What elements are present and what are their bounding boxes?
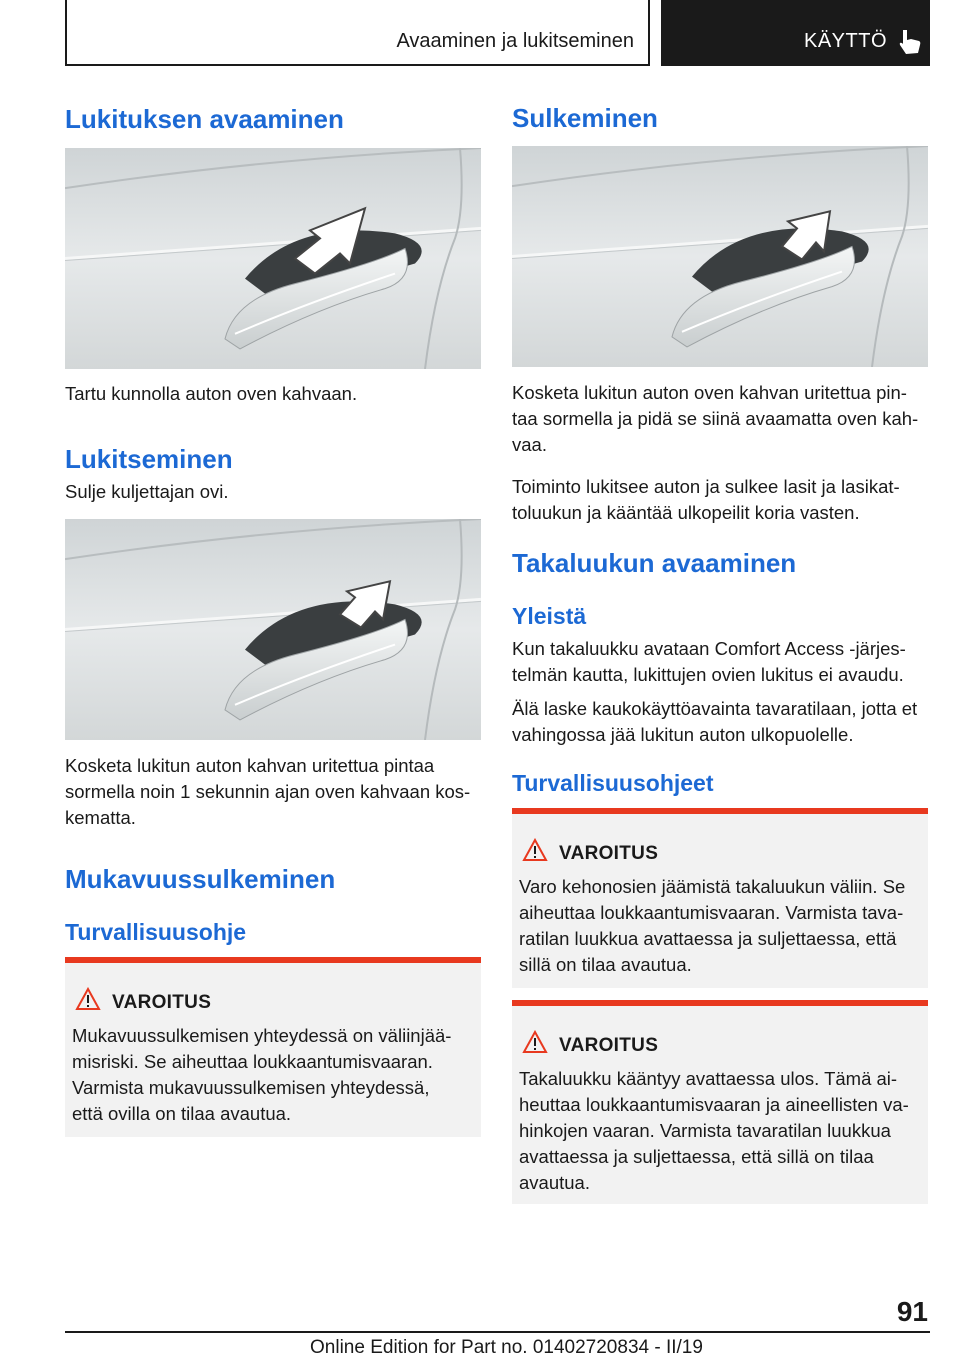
paragraph-close-door: Sulje kuljettajan ovi. <box>65 481 229 502</box>
warning-text <box>72 1023 451 1127</box>
text-line: Takaluukku kääntyy avattaessa ulos. Tämä ai- <box>519 1068 898 1089</box>
chapter-tab <box>661 0 930 66</box>
warning-text <box>519 1066 909 1196</box>
footer-divider <box>65 1331 930 1333</box>
heading-unlock: Lukituksen avaaminen <box>65 104 344 134</box>
warning-box-comfort <box>65 957 481 1137</box>
page-header <box>65 0 930 66</box>
paragraph-general <box>512 636 906 688</box>
pointing-hand-icon <box>897 28 923 56</box>
section-title: Avaaminen ja lukitseminen <box>396 30 634 52</box>
door-handle-image-touch <box>65 519 481 740</box>
heading-comfort-close: Mukavuussulkeminen <box>65 864 336 894</box>
text-line: Kosketa lukitun auton kahvan uritettua pintaa <box>65 755 435 776</box>
heading-safety-notes: Turvallisuusohjeet <box>512 770 714 796</box>
text-line: että ovilla on tilaa avautua. <box>72 1103 292 1124</box>
paragraph-function <box>512 474 900 526</box>
text-line: Älä laske kaukokäyttöavainta tavaratilaan, jotta et <box>512 698 918 719</box>
heading-safety-note: Turvallisuusohje <box>65 919 247 945</box>
warning-text <box>519 874 905 978</box>
page-number: 91 <box>896 1296 928 1327</box>
text-line: ratilan luukkua avattaessa ja suljettaessa, että <box>519 928 897 949</box>
text-line: Mukavuussulkemisen yhteydessä on väliinjää- <box>72 1025 452 1046</box>
paragraph-remote <box>512 696 917 748</box>
text-line: aiheuttaa loukkaantumisvaaran. Varmista tava- <box>519 902 904 923</box>
paragraph-grip: Tartu kunnolla auton oven kahvaan. <box>65 383 358 404</box>
text-line: toluukun ja kääntää ulkopeilit koria vasten. <box>512 502 860 523</box>
warning-box-tailgate-1 <box>512 808 928 988</box>
footer-edition: Online Edition for Part no. 01402720834 - II/19 <box>310 1337 703 1358</box>
text-line: heuttaa loukkaantumisvaaran ja aineellisten va- <box>519 1094 909 1115</box>
warning-box-tailgate-2 <box>512 1000 928 1204</box>
text-line: sillä on tilaa avautua. <box>519 954 692 975</box>
warning-triangle-icon <box>75 987 101 1011</box>
heading-tailgate: Takaluukun avaaminen <box>512 548 797 578</box>
text-line: misriski. Se aiheuttaa loukkaantumisvaaran. <box>72 1051 433 1072</box>
text-line: avautua. <box>519 1172 590 1193</box>
warning-triangle-icon <box>522 838 548 862</box>
chapter-title: KÄYTTÖ <box>804 30 888 52</box>
text-line: Varmista mukavuussulkemisen yhteydessä, <box>72 1077 430 1098</box>
text-line: Kosketa lukitun auton oven kahvan uritettua pin- <box>512 382 907 403</box>
text-line: Varo kehonosien jäämistä takaluukun väliin. Se <box>519 876 906 897</box>
heading-general: Yleistä <box>512 603 587 629</box>
text-line: avattaessa ja suljettaessa, että sillä on tilaa <box>519 1146 874 1167</box>
door-handle-image-grip <box>65 148 481 369</box>
text-line: sormella noin 1 sekunnin ajan oven kahvaan kos- <box>65 781 471 802</box>
warning-title: VAROITUS <box>559 843 659 864</box>
text-line: vaa. <box>512 434 547 455</box>
paragraph-touch-lock <box>65 753 470 831</box>
warning-title: VAROITUS <box>559 1035 659 1056</box>
text-line: Toiminto lukitsee auton ja sulkee lasit ja lasikat- <box>512 476 900 497</box>
paragraph-touch-close <box>512 380 918 458</box>
heading-closing: Sulkeminen <box>512 103 658 133</box>
door-handle-image-close <box>512 146 928 367</box>
text-line: vahingossa jää lukitun auton ulkopuolelle. <box>512 724 854 745</box>
text-line: hinkojen vaaran. Varmista tavaratilan luukkua <box>519 1120 891 1141</box>
text-line: telmän kautta, lukittujen ovien lukitus ei avaudu. <box>512 664 904 685</box>
text-line: Kun takaluukku avataan Comfort Access -järjes- <box>512 638 906 659</box>
heading-lock: Lukitseminen <box>65 444 233 474</box>
text-line: taa sormella ja pidä se siinä avaamatta oven kah- <box>512 408 919 429</box>
text-line: kematta. <box>65 807 136 828</box>
warning-title: VAROITUS <box>112 992 212 1013</box>
warning-triangle-icon <box>522 1030 548 1054</box>
section-tab <box>65 0 650 66</box>
